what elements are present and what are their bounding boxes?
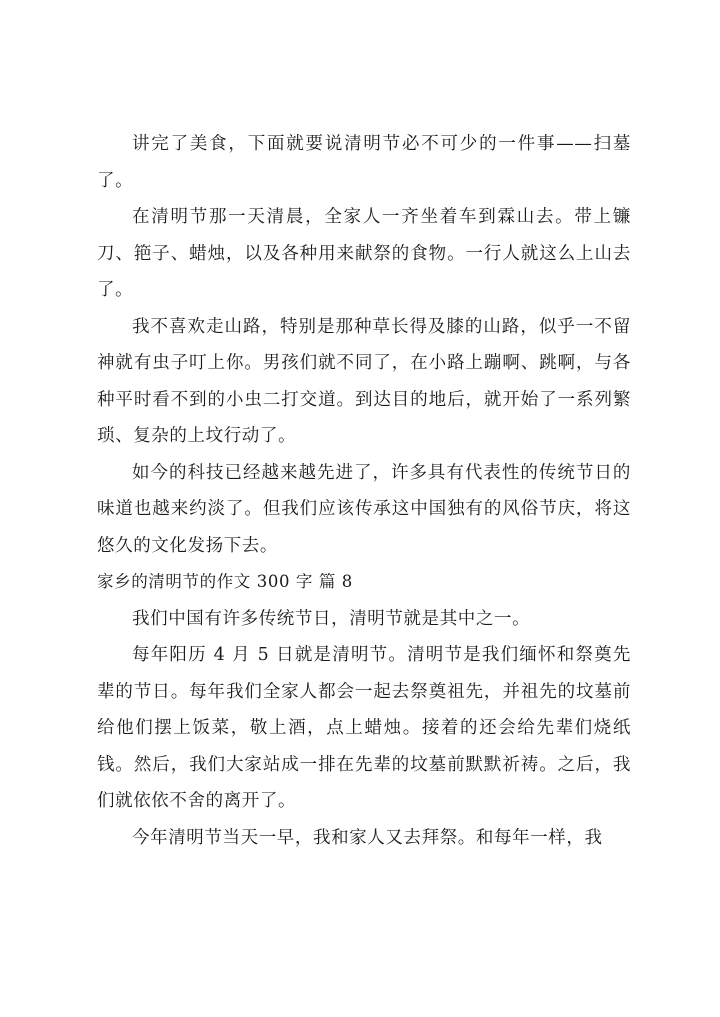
paragraph-festival-intro: 我们中国有许多传统节日，清明节就是其中之一。	[132, 608, 531, 629]
paragraph-morning-trip: 在清明节那一天清晨，全家人一齐坐着车到霖山去。带上镰刀、筢子、蜡烛，以及各种用来献祭的食物。一行人就这么上山去了。	[97, 207, 631, 300]
paragraph-mountain-path: 我不喜欢走山路，特别是那种草长得及膝的山路，似乎一不留神就有虫子叮上你。男孩们就不同了，在小路上蹦啊、跳啊，与各种平时看不到的小虫二打交道。到达目的地后，就开始了一系列繁琐、复杂的上坟行动了。	[97, 316, 631, 446]
paragraph-tomb-sweeping-intro: 讲完了美食，下面就要说清明节必不可少的一件事——扫墓了。	[97, 134, 631, 191]
section-heading: 家乡的清明节的作文 300 字 篇 8	[97, 572, 353, 591]
article-body	[97, 126, 631, 856]
paragraph-tradition: 如今的科技已经越来越先进了，许多具有代表性的传统节日的味道也越来约淡了。但我们应该传承这中国独有的风俗节庆，将这悠久的文化发扬下去。	[97, 462, 631, 556]
paragraph-this-year: 今年清明节当天一早，我和家人又去拜祭。和每年一样，我	[132, 827, 603, 848]
paragraph-date-and-rituals: 每年阳历 4 月 5 日就是清明节。清明节是我们缅怀和祭奠先辈的节日。每年我们全家人都会一起去祭奠祖先，并祖先的坟墓前给他们摆上饭菜，敬上酒，点上蜡烛。接着的还会给先辈们烧纸钱。然后，我们大家站成一排在先辈的坟墓前默默祈祷。之后，我们就依依不舍的离开了。	[97, 645, 631, 811]
